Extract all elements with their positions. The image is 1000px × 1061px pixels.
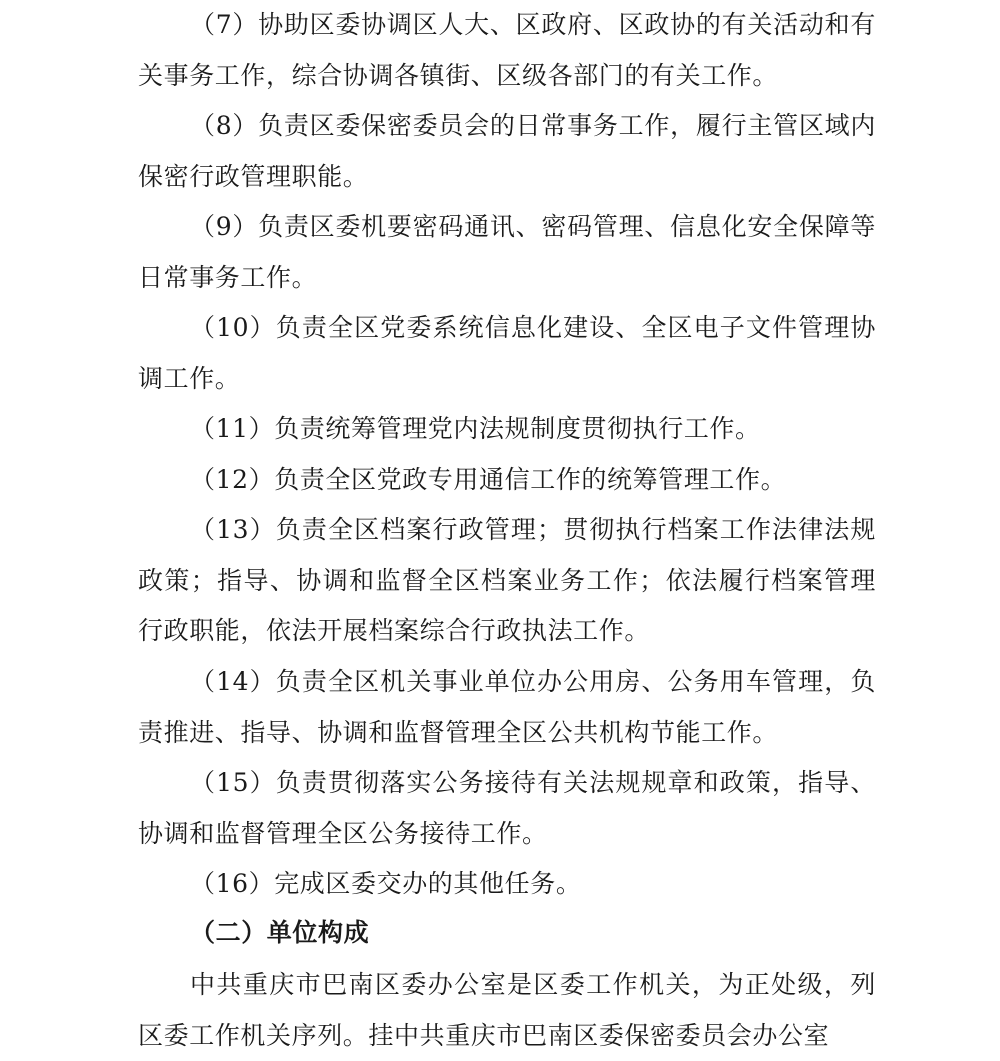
paragraph-item-11: （11）负责统筹管理党内法规制度贯彻执行工作。: [190, 414, 761, 443]
paragraph-item-8: （8）负责区委保密委员会的日常事务工作，履行主管区域内保密行政管理职能。: [138, 111, 876, 191]
paragraph-item-16: （16）完成区委交办的其他任务。: [190, 869, 582, 898]
closing-paragraph: 中共重庆市巴南区委办公室是区委工作机关，为正处级，列区委工作机关序列。挂中共重庆市巴南区委保密委员会办公室: [138, 970, 876, 1050]
paragraph-item-10: （10）负责全区党委系统信息化建设、全区电子文件管理协调工作。: [138, 313, 876, 393]
paragraph-item-7: （7）协助区委协调区人大、区政府、区政协的有关活动和有关事务工作，综合协调各镇街、区级各部门的有关工作。: [138, 10, 876, 90]
paragraph-item-14: （14）负责全区机关事业单位办公用房、公务用车管理，负责推进、指导、协调和监督管理全区公共机构节能工作。: [138, 667, 876, 747]
paragraph-item-13: （13）负责全区档案行政管理；贯彻执行档案工作法律法规政策；指导、协调和监督全区档案业务工作；依法履行档案管理行政职能，依法开展档案综合行政执法工作。: [138, 515, 876, 646]
paragraph-item-15: （15）负责贯彻落实公务接待有关法规规章和政策，指导、协调和监督管理全区公务接待工作。: [138, 768, 876, 848]
section-heading: （二）单位构成: [190, 918, 370, 947]
paragraph-item-9: （9）负责区委机要密码通讯、密码管理、信息化安全保障等日常事务工作。: [138, 212, 876, 292]
paragraph-item-12: （12）负责全区党政专用通信工作的统筹管理工作。: [190, 465, 787, 494]
